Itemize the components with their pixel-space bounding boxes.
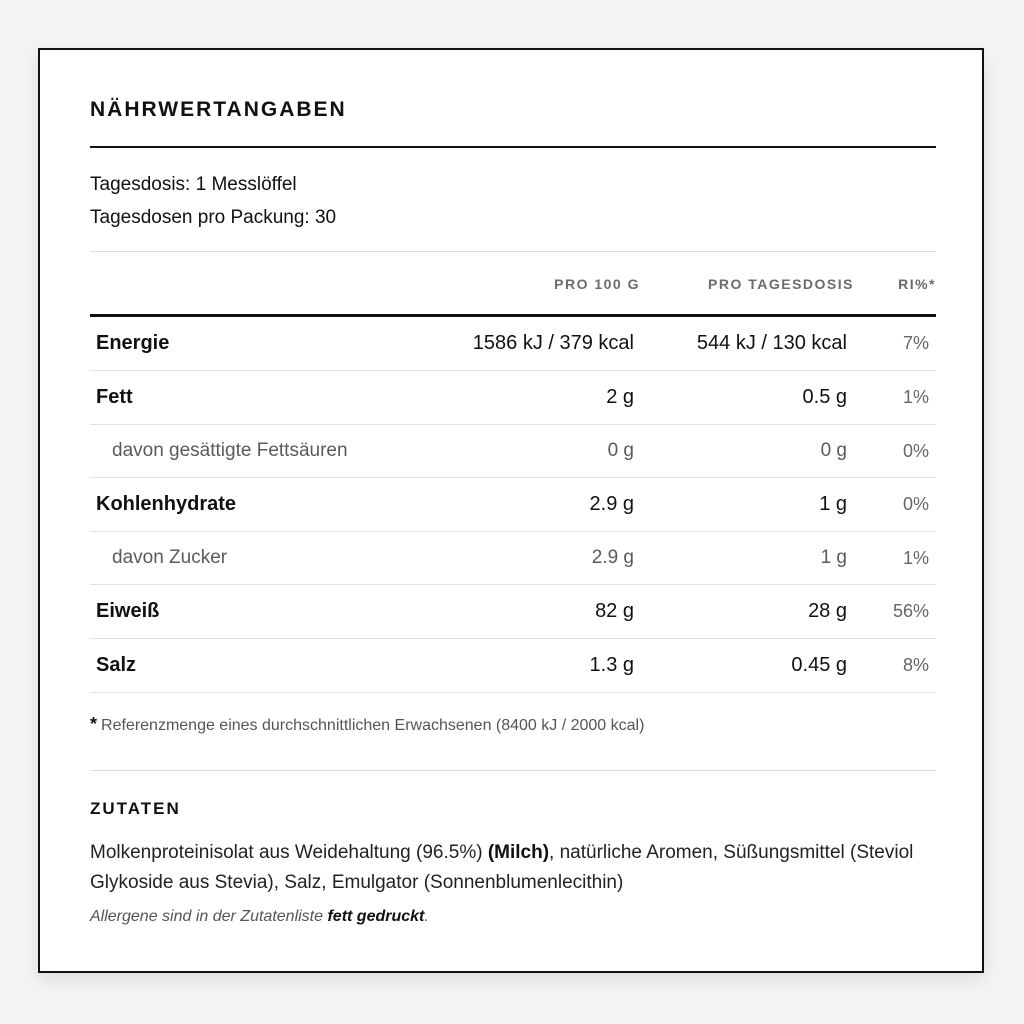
footnote-text: Referenzmenge eines durchschnittlichen Erwachsenen (8400 kJ / 2000 kcal) xyxy=(101,717,645,734)
value-perdose: 0.5 g xyxy=(802,386,847,408)
ingredients-text-before: Molkenproteinisolat aus Weidehaltung (96.5%) xyxy=(90,842,488,863)
value-perdose: 544 kJ / 130 kcal xyxy=(696,332,847,354)
table-row xyxy=(90,639,936,693)
ingredients-text xyxy=(90,838,936,898)
col-header-per100: PRO 100 G xyxy=(554,276,640,292)
nutrition-card xyxy=(38,48,984,973)
table-header xyxy=(90,276,936,296)
value-per100: 0 g xyxy=(607,440,634,461)
serving-divider xyxy=(90,251,936,252)
value-ri: 7% xyxy=(902,333,929,353)
allergen-note-before: Allergene sind in der Zutatenliste xyxy=(90,908,328,925)
value-per100: 2.9 g xyxy=(589,493,634,515)
nutrient-name: Energie xyxy=(96,332,170,354)
value-per100: 1586 kJ / 379 kcal xyxy=(472,332,634,354)
value-ri: 0% xyxy=(902,440,929,461)
table-row xyxy=(90,478,936,532)
ingredients-text-after: , natürliche Aromen, Süßungsmittel (Steviol Glykoside aus Stevia), Salz, Emulgator (Sonnenblumenlecithin) xyxy=(90,842,914,893)
col-header-ri: RI%* xyxy=(898,276,936,292)
nutrient-name: Fett xyxy=(96,386,133,408)
table-row xyxy=(90,317,936,371)
table-row xyxy=(90,371,936,425)
allergen-note-bold: fett gedruckt xyxy=(327,908,425,925)
allergen-note-after: . xyxy=(424,908,429,925)
allergen-word: (Milch) xyxy=(487,842,550,863)
ingredients-title: ZUTATEN xyxy=(90,799,181,818)
value-per100: 2.9 g xyxy=(591,547,634,568)
serving-size: Tagesdosis: 1 Messlöffel xyxy=(90,174,297,195)
nutrient-name: davon gesättigte Fettsäuren xyxy=(112,440,348,461)
servings-per-pack: Tagesdosen pro Packung: 30 xyxy=(90,207,337,228)
value-perdose: 1 g xyxy=(819,493,847,515)
table-row xyxy=(90,425,936,478)
value-perdose: 0 g xyxy=(820,440,847,461)
footnote-marker: * xyxy=(90,714,98,734)
title-divider xyxy=(90,146,936,148)
nutrient-name: Salz xyxy=(96,654,137,676)
nutrient-name: davon Zucker xyxy=(112,547,228,568)
value-per100: 2 g xyxy=(606,386,634,408)
value-perdose: 28 g xyxy=(808,600,847,622)
allergen-note xyxy=(90,908,429,926)
ingredients-divider xyxy=(90,770,936,771)
section-title: NÄHRWERTANGABEN xyxy=(90,98,347,121)
ri-footnote xyxy=(90,714,644,735)
col-header-perdose: PRO TAGESDOSIS xyxy=(708,276,854,292)
value-ri: 8% xyxy=(902,655,929,675)
nutrient-name: Eiweiß xyxy=(96,600,160,622)
value-ri: 1% xyxy=(902,387,929,407)
nutrient-name: Kohlenhydrate xyxy=(96,493,237,515)
value-ri: 1% xyxy=(902,547,929,568)
nutrition-table xyxy=(90,317,936,693)
table-row xyxy=(90,532,936,585)
value-per100: 1.3 g xyxy=(589,654,634,676)
value-perdose: 1 g xyxy=(820,547,847,568)
table-row xyxy=(90,585,936,639)
value-perdose: 0.45 g xyxy=(791,654,847,676)
value-per100: 82 g xyxy=(595,600,634,622)
value-ri: 0% xyxy=(902,494,929,514)
value-ri: 56% xyxy=(892,601,929,621)
